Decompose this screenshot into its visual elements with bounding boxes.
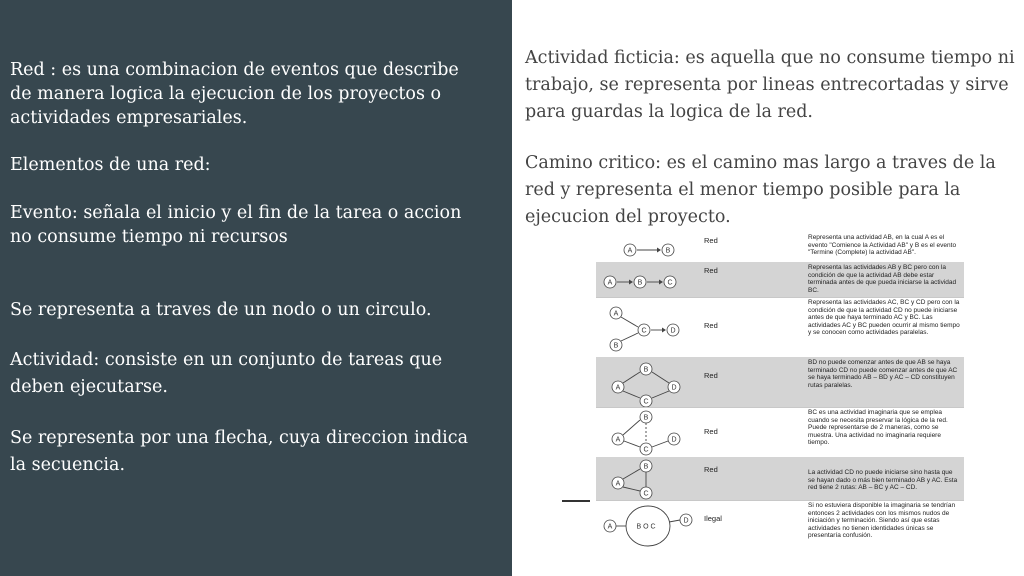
node-b-label: B bbox=[643, 463, 649, 471]
network-elements-heading: Elementos de una red: bbox=[10, 155, 211, 175]
row-type: Ilegal bbox=[704, 514, 722, 523]
diagram-a-b bbox=[596, 232, 696, 262]
node-c-label: C bbox=[643, 398, 649, 406]
node-b-label: B bbox=[637, 279, 643, 287]
node-d-label: D bbox=[671, 384, 677, 392]
row-type: Red bbox=[704, 321, 718, 330]
event-definition: Evento: señala el inicio y el fin de la tarea o accion no consume tiempo ni recursos bbox=[10, 203, 462, 247]
row-description: BD no puede comenzar antes de que AB se haya terminado CD no puede comenzar antes de que AC se haya terminado AB – BD y AC – CD constituyen rutas paralelas. bbox=[808, 359, 958, 389]
row-description: Representa las actividades AB y BC pero con la condición de que la actividad AB debe estar terminada antes de que pueda iniciarse la actividad BC. bbox=[808, 264, 957, 294]
row-type: Red bbox=[704, 427, 718, 436]
network-rules-table bbox=[596, 232, 966, 550]
node-b-label: B bbox=[665, 247, 671, 255]
row-type: Red bbox=[704, 236, 718, 245]
node-a-label: A bbox=[627, 247, 633, 255]
row-type: Red bbox=[704, 371, 718, 380]
table-row bbox=[596, 457, 964, 501]
node-d-label: D bbox=[683, 517, 689, 525]
row-description: BC es una actividad imaginaria que se emplea cuando se necesita preservar la lógica de la red. Puede representarse de 2 maneras, como se muestra. Una actividad no imaginaria requiere tiempo. bbox=[808, 409, 948, 447]
diagram-a-b-c bbox=[596, 262, 696, 297]
arrowhead bbox=[657, 248, 661, 253]
diagram-parallel-paths bbox=[596, 357, 696, 407]
table-row bbox=[596, 297, 964, 358]
critical-path-definition: Camino critico: es el camino mas largo a traves de la red y representa el menor tiempo posible para la ejecucion del proyecto. bbox=[525, 153, 996, 227]
diagram-illegal bbox=[596, 500, 696, 550]
network-definition: Red : es una combinacion de eventos que describe de manera logica la ejecucion de los proyectos o actividades empresariales. bbox=[10, 60, 459, 128]
row-type: Red bbox=[704, 266, 718, 275]
node-b-label: B bbox=[643, 414, 649, 422]
row-description: Representa una actividad AB, en la cual A es el evento "Comience la Actividad AB" y B es el evento "Termine (Complete) la actividad AB". bbox=[808, 234, 957, 257]
node-d-label: D bbox=[670, 327, 676, 335]
table-row bbox=[596, 357, 964, 408]
diagram-dummy-activity bbox=[596, 407, 696, 457]
node-a-label: A bbox=[615, 436, 621, 444]
table-row bbox=[596, 262, 964, 298]
event-representation: Se representa a traves de un nodo o un circulo. bbox=[10, 300, 432, 320]
node-c-label: C bbox=[641, 327, 647, 335]
table-row bbox=[596, 407, 964, 458]
table-row bbox=[596, 500, 964, 550]
node-boc-label: B O C bbox=[636, 523, 656, 531]
dash-mark bbox=[562, 500, 590, 502]
node-c-label: C bbox=[643, 490, 649, 498]
dummy-activity-definition: Actividad ficticia: es aquella que no consume tiempo ni trabajo, se representa por lineas entrecortadas y sirve para guardas la logica de la red. bbox=[525, 48, 1015, 122]
node-a-label: A bbox=[613, 310, 619, 318]
node-c-label: C bbox=[643, 446, 649, 454]
activity-representation: Se representa por una flecha, cuya direccion indica la secuencia. bbox=[10, 428, 468, 475]
diagram-merge bbox=[596, 297, 696, 357]
row-description: Si no estuviera disponible la imaginaria se tendrían entonces 2 actividades con los mismos nudos de iniciación y terminación. Siendo así que estas actividades no tienen identidades únicas se presentaría confusión. bbox=[808, 502, 956, 540]
node-c-label: C bbox=[667, 279, 673, 287]
row-description: La actividad CD no puede iniciarse sino hasta que se hayan dado o más bien terminado AB y AC. Esta red tiene 2 rutas: AB – BC y AC – CD. bbox=[808, 469, 958, 492]
node-a-label: A bbox=[615, 480, 621, 488]
activity-definition: Actividad: consiste en un conjunto de tareas que deben ejecutarse. bbox=[10, 350, 443, 397]
node-b-label: B bbox=[613, 342, 619, 350]
node-d-label: D bbox=[671, 436, 677, 444]
node-a-label: A bbox=[607, 523, 613, 531]
diagram-two-routes bbox=[596, 457, 696, 500]
row-type: Red bbox=[704, 465, 718, 474]
table-row bbox=[596, 232, 964, 263]
node-a-label: A bbox=[607, 279, 613, 287]
node-a-label: A bbox=[615, 384, 621, 392]
node-b-label: B bbox=[643, 366, 649, 374]
row-description: Representa las actividades AC, BC y CD pero con la condición de que la actividad CD no puede iniciarse antes de que haya terminado AC y BC. Las actividades AC y BC pueden ocurrir al mismo tiempo y se conocen como actividades paralelas. bbox=[808, 299, 960, 337]
